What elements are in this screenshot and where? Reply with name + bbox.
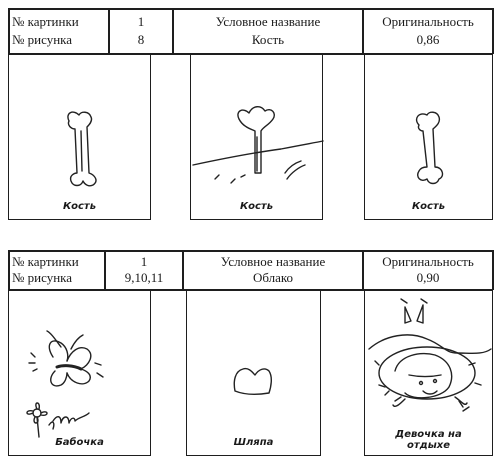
drawing-number-value: 9,10,11: [124, 270, 164, 285]
drawing-caption: Бабочка: [55, 437, 104, 448]
drawing-card: [364, 290, 493, 456]
drawing-card: [8, 54, 151, 220]
name-header: Условное название: [220, 254, 326, 269]
bone-drawing: [365, 55, 494, 221]
drawing-card: [364, 54, 493, 220]
bone-drawing: [9, 55, 152, 221]
table-2-top-border: [8, 250, 493, 252]
originality-value: 0,90: [416, 270, 440, 285]
drawing-caption: Кость: [62, 201, 97, 212]
table-2-left-border: [8, 250, 10, 290]
picture-number-label: № картинки: [12, 254, 79, 269]
hat-drawing: [187, 291, 322, 457]
picture-number-value: 1: [140, 254, 148, 269]
table-1-right-border: [492, 8, 494, 54]
table-1-top-border: [8, 8, 493, 10]
drawing-number-value: 8: [137, 32, 145, 47]
butterfly-drawing: [9, 291, 152, 457]
drawing-number-label: № рисунка: [12, 270, 73, 285]
picture-number-label: № картинки: [12, 14, 79, 29]
picture-number-value: 1: [137, 14, 145, 29]
name-value: Кость: [251, 32, 285, 47]
bone-ground-drawing: [191, 55, 324, 221]
drawing-caption: Шляпа: [233, 437, 274, 448]
name-header: Условное название: [215, 14, 321, 29]
originality-value: 0,86: [416, 32, 440, 47]
drawing-card: [8, 290, 151, 456]
drawing-caption: Кость: [411, 201, 446, 212]
drawing-card: [190, 54, 323, 220]
table-1-left-border: [8, 8, 10, 54]
table-2-right-border: [492, 250, 494, 290]
originality-header: Оригинальность: [382, 254, 474, 269]
originality-header: Оригинальность: [382, 14, 474, 29]
drawing-card: [186, 290, 321, 456]
drawing-caption: Девочка на отдыхе: [395, 429, 462, 451]
drawing-caption: Кость: [239, 201, 274, 212]
drawing-number-label: № рисунка: [12, 32, 73, 47]
name-value: Облако: [252, 270, 294, 285]
